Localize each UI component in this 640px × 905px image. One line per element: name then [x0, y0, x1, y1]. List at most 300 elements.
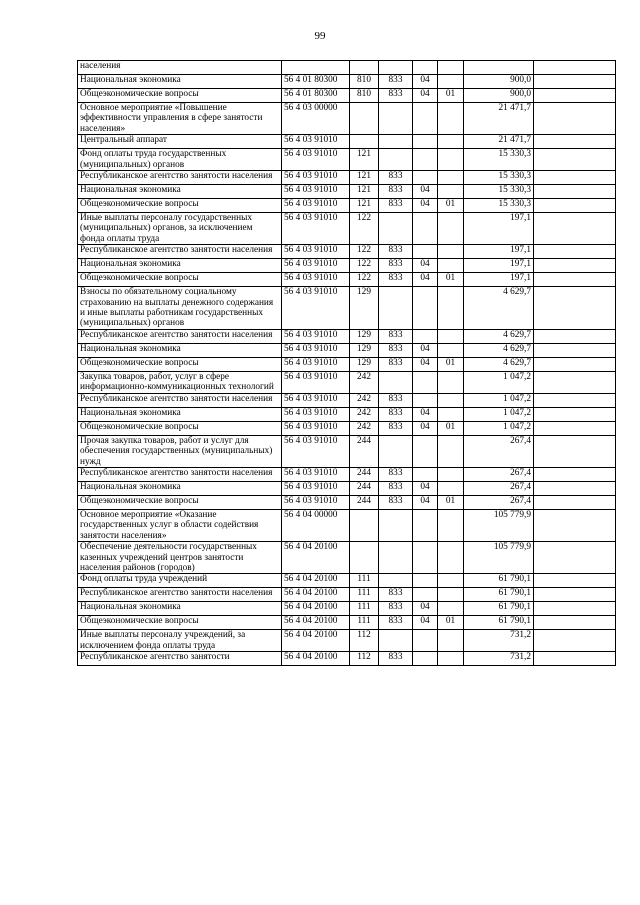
cell-amount: 61 790,1	[464, 574, 534, 588]
cell-expense-type: 129	[350, 287, 379, 330]
cell-empty	[534, 89, 616, 103]
cell-expense-type: 121	[350, 149, 379, 171]
cell-administrator	[379, 509, 413, 541]
cell-name: Национальная экономика	[78, 185, 282, 199]
cell-section	[413, 588, 438, 602]
cell-name: Республиканское агентство занятости населения	[78, 393, 282, 407]
cell-subsection	[438, 329, 464, 343]
cell-section	[413, 135, 438, 149]
cell-empty	[534, 103, 616, 135]
cell-empty	[534, 75, 616, 89]
cell-name: Иные выплаты персоналу государственных (муниципальных) органов, за исключением фонда оплаты труда	[78, 213, 282, 245]
cell-section: 04	[413, 259, 438, 273]
cell-subsection	[438, 75, 464, 89]
cell-administrator	[379, 287, 413, 330]
cell-section	[413, 435, 438, 467]
cell-name: Общеэкономические вопросы	[78, 421, 282, 435]
cell-subsection	[438, 509, 464, 541]
cell-target-article: 56 4 04 20100	[282, 652, 350, 666]
cell-empty	[534, 61, 616, 75]
cell-section: 04	[413, 185, 438, 199]
cell-name: Республиканское агентство занятости населения	[78, 588, 282, 602]
cell-subsection: 01	[438, 357, 464, 371]
cell-amount: 21 471,7	[464, 103, 534, 135]
cell-administrator: 833	[379, 481, 413, 495]
table-row	[78, 357, 616, 371]
cell-amount: 15 330,3	[464, 149, 534, 171]
cell-empty	[534, 213, 616, 245]
cell-administrator	[379, 61, 413, 75]
cell-expense-type: 111	[350, 616, 379, 630]
table-row	[78, 199, 616, 213]
cell-administrator: 833	[379, 329, 413, 343]
cell-section	[413, 652, 438, 666]
cell-administrator: 833	[379, 273, 413, 287]
cell-empty	[534, 542, 616, 574]
cell-expense-type: 121	[350, 199, 379, 213]
cell-administrator: 833	[379, 89, 413, 103]
cell-empty	[534, 149, 616, 171]
cell-name: Взносы по обязательному социальному страхованию на выплаты денежного содержания и иные выплаты работникам государственных (муниципальных) органов	[78, 287, 282, 330]
table-row	[78, 89, 616, 103]
budget-table	[77, 60, 616, 666]
cell-expense-type	[350, 103, 379, 135]
cell-empty	[534, 185, 616, 199]
cell-target-article: 56 4 01 80300	[282, 89, 350, 103]
cell-administrator	[379, 542, 413, 574]
cell-section: 04	[413, 343, 438, 357]
cell-administrator	[379, 371, 413, 393]
cell-section: 04	[413, 273, 438, 287]
cell-name: Республиканское агентство занятости населения	[78, 245, 282, 259]
cell-amount: 197,1	[464, 213, 534, 245]
table-row	[78, 435, 616, 467]
cell-target-article: 56 4 04 20100	[282, 542, 350, 574]
cell-name: Республиканское агентство занятости	[78, 652, 282, 666]
cell-empty	[534, 574, 616, 588]
cell-amount: 4 629,7	[464, 357, 534, 371]
cell-name: Национальная экономика	[78, 602, 282, 616]
cell-amount: 15 330,3	[464, 199, 534, 213]
cell-name: Национальная экономика	[78, 259, 282, 273]
cell-subsection	[438, 103, 464, 135]
cell-name: Национальная экономика	[78, 481, 282, 495]
cell-administrator: 833	[379, 652, 413, 666]
cell-amount: 900,0	[464, 89, 534, 103]
cell-expense-type: 111	[350, 602, 379, 616]
cell-amount: 4 629,7	[464, 343, 534, 357]
cell-administrator: 833	[379, 343, 413, 357]
cell-empty	[534, 273, 616, 287]
cell-amount: 197,1	[464, 245, 534, 259]
cell-name: Общеэкономические вопросы	[78, 89, 282, 103]
cell-expense-type: 129	[350, 329, 379, 343]
cell-target-article: 56 4 03 91010	[282, 407, 350, 421]
table-row	[78, 616, 616, 630]
cell-expense-type: 244	[350, 435, 379, 467]
table-row	[78, 259, 616, 273]
cell-expense-type: 122	[350, 213, 379, 245]
table-row	[78, 185, 616, 199]
cell-amount: 4 629,7	[464, 329, 534, 343]
cell-amount	[464, 61, 534, 75]
cell-administrator: 833	[379, 185, 413, 199]
cell-target-article: 56 4 03 91010	[282, 393, 350, 407]
cell-target-article: 56 4 03 91010	[282, 135, 350, 149]
cell-expense-type: 242	[350, 371, 379, 393]
cell-expense-type: 810	[350, 75, 379, 89]
cell-administrator: 833	[379, 357, 413, 371]
table-row	[78, 467, 616, 481]
cell-empty	[534, 481, 616, 495]
cell-administrator	[379, 135, 413, 149]
cell-administrator	[379, 103, 413, 135]
cell-target-article: 56 4 03 91010	[282, 287, 350, 330]
cell-expense-type: 111	[350, 574, 379, 588]
cell-administrator: 833	[379, 75, 413, 89]
cell-administrator: 833	[379, 245, 413, 259]
cell-target-article: 56 4 03 91010	[282, 329, 350, 343]
table-row	[78, 213, 616, 245]
cell-expense-type: 810	[350, 89, 379, 103]
cell-subsection	[438, 61, 464, 75]
cell-amount: 197,1	[464, 259, 534, 273]
cell-administrator: 833	[379, 407, 413, 421]
cell-subsection: 01	[438, 421, 464, 435]
cell-subsection	[438, 630, 464, 652]
cell-empty	[534, 287, 616, 330]
cell-amount: 197,1	[464, 273, 534, 287]
cell-target-article: 56 4 03 91010	[282, 467, 350, 481]
cell-subsection: 01	[438, 616, 464, 630]
cell-amount: 267,4	[464, 435, 534, 467]
table-row	[78, 574, 616, 588]
cell-empty	[534, 393, 616, 407]
table-row	[78, 588, 616, 602]
cell-administrator: 833	[379, 588, 413, 602]
cell-section: 04	[413, 199, 438, 213]
cell-section: 04	[413, 495, 438, 509]
cell-empty	[534, 435, 616, 467]
cell-section: 04	[413, 407, 438, 421]
table-row	[78, 171, 616, 185]
cell-amount: 900,0	[464, 75, 534, 89]
cell-amount: 15 330,3	[464, 171, 534, 185]
cell-section	[413, 542, 438, 574]
cell-subsection	[438, 652, 464, 666]
page-number: 99	[314, 30, 326, 42]
cell-subsection	[438, 602, 464, 616]
cell-name: Республиканское агентство занятости населения	[78, 171, 282, 185]
cell-empty	[534, 407, 616, 421]
cell-target-article: 56 4 03 91010	[282, 435, 350, 467]
cell-target-article: 56 4 03 91010	[282, 495, 350, 509]
cell-expense-type	[350, 509, 379, 541]
cell-target-article: 56 4 03 91010	[282, 481, 350, 495]
cell-name: Общеэкономические вопросы	[78, 495, 282, 509]
cell-subsection: 01	[438, 273, 464, 287]
table-row	[78, 287, 616, 330]
cell-subsection	[438, 135, 464, 149]
cell-amount: 267,4	[464, 481, 534, 495]
cell-amount: 61 790,1	[464, 616, 534, 630]
cell-amount: 15 330,3	[464, 185, 534, 199]
cell-name: Основное мероприятие «Повышение эффективности управления в сфере занятости населения»	[78, 103, 282, 135]
cell-name: Национальная экономика	[78, 343, 282, 357]
cell-amount: 1 047,2	[464, 371, 534, 393]
cell-expense-type: 121	[350, 185, 379, 199]
cell-expense-type: 244	[350, 481, 379, 495]
cell-name: Общеэкономические вопросы	[78, 273, 282, 287]
cell-amount: 731,2	[464, 652, 534, 666]
cell-empty	[534, 509, 616, 541]
cell-empty	[534, 371, 616, 393]
cell-subsection	[438, 435, 464, 467]
cell-section: 04	[413, 481, 438, 495]
cell-section	[413, 171, 438, 185]
cell-target-article	[282, 61, 350, 75]
cell-subsection	[438, 259, 464, 273]
cell-empty	[534, 329, 616, 343]
cell-amount: 267,4	[464, 467, 534, 481]
table-row	[78, 509, 616, 541]
cell-subsection	[438, 542, 464, 574]
cell-name: Иные выплаты персоналу учреждений, за исключением фонда оплаты труда	[78, 630, 282, 652]
cell-target-article: 56 4 03 91010	[282, 171, 350, 185]
cell-amount: 1 047,2	[464, 421, 534, 435]
cell-administrator	[379, 574, 413, 588]
cell-empty	[534, 588, 616, 602]
cell-empty	[534, 630, 616, 652]
cell-amount: 105 779,9	[464, 542, 534, 574]
cell-empty	[534, 199, 616, 213]
table-row	[78, 61, 616, 75]
cell-expense-type: 242	[350, 421, 379, 435]
cell-target-article: 56 4 04 20100	[282, 588, 350, 602]
cell-amount: 1 047,2	[464, 407, 534, 421]
table-row	[78, 407, 616, 421]
table-row	[78, 75, 616, 89]
cell-expense-type	[350, 542, 379, 574]
cell-section	[413, 467, 438, 481]
cell-section: 04	[413, 89, 438, 103]
cell-subsection	[438, 343, 464, 357]
cell-section: 04	[413, 75, 438, 89]
cell-administrator: 833	[379, 467, 413, 481]
cell-expense-type: 122	[350, 273, 379, 287]
cell-administrator: 833	[379, 199, 413, 213]
table-row	[78, 542, 616, 574]
cell-subsection: 01	[438, 199, 464, 213]
cell-target-article: 56 4 03 91010	[282, 185, 350, 199]
cell-name: Общеэкономические вопросы	[78, 199, 282, 213]
cell-empty	[534, 495, 616, 509]
cell-name: Обеспечение деятельности государственных казенных учреждений центров занятости населения районов (городов)	[78, 542, 282, 574]
cell-section	[413, 149, 438, 171]
cell-section	[413, 61, 438, 75]
cell-subsection	[438, 588, 464, 602]
cell-empty	[534, 616, 616, 630]
cell-target-article: 56 4 04 20100	[282, 602, 350, 616]
cell-section	[413, 213, 438, 245]
cell-target-article: 56 4 04 00000	[282, 509, 350, 541]
cell-subsection	[438, 574, 464, 588]
cell-subsection	[438, 467, 464, 481]
cell-amount: 731,2	[464, 630, 534, 652]
cell-amount: 105 779,9	[464, 509, 534, 541]
cell-expense-type: 244	[350, 467, 379, 481]
cell-administrator: 833	[379, 259, 413, 273]
table-row	[78, 495, 616, 509]
table-body	[78, 61, 616, 666]
cell-administrator	[379, 435, 413, 467]
cell-subsection	[438, 371, 464, 393]
cell-expense-type: 112	[350, 652, 379, 666]
cell-expense-type: 111	[350, 588, 379, 602]
cell-empty	[534, 135, 616, 149]
cell-subsection	[438, 149, 464, 171]
cell-empty	[534, 467, 616, 481]
cell-subsection	[438, 213, 464, 245]
table-row	[78, 135, 616, 149]
cell-section	[413, 393, 438, 407]
cell-empty	[534, 357, 616, 371]
cell-expense-type: 129	[350, 357, 379, 371]
cell-section: 04	[413, 602, 438, 616]
table-row	[78, 630, 616, 652]
cell-name: Республиканское агентство занятости населения	[78, 467, 282, 481]
cell-subsection	[438, 393, 464, 407]
cell-expense-type: 122	[350, 245, 379, 259]
cell-section	[413, 329, 438, 343]
cell-amount: 61 790,1	[464, 602, 534, 616]
table-row	[78, 371, 616, 393]
cell-name: Национальная экономика	[78, 407, 282, 421]
cell-expense-type: 121	[350, 171, 379, 185]
cell-target-article: 56 4 03 91010	[282, 199, 350, 213]
cell-section	[413, 509, 438, 541]
cell-administrator	[379, 149, 413, 171]
cell-target-article: 56 4 01 80300	[282, 75, 350, 89]
cell-name: Основное мероприятие «Оказание государственных услуг в области содействия занятости населения»	[78, 509, 282, 541]
cell-expense-type: 122	[350, 259, 379, 273]
cell-empty	[534, 171, 616, 185]
cell-subsection	[438, 287, 464, 330]
cell-subsection	[438, 481, 464, 495]
cell-target-article: 56 4 03 91010	[282, 343, 350, 357]
cell-name: Республиканское агентство занятости населения	[78, 329, 282, 343]
cell-section	[413, 103, 438, 135]
cell-target-article: 56 4 03 91010	[282, 421, 350, 435]
cell-subsection	[438, 171, 464, 185]
cell-target-article: 56 4 03 91010	[282, 213, 350, 245]
cell-expense-type: 242	[350, 393, 379, 407]
cell-section	[413, 245, 438, 259]
cell-section	[413, 574, 438, 588]
cell-name: Общеэкономические вопросы	[78, 357, 282, 371]
cell-expense-type: 242	[350, 407, 379, 421]
cell-administrator	[379, 630, 413, 652]
table-row	[78, 273, 616, 287]
cell-section: 04	[413, 421, 438, 435]
cell-amount: 4 629,7	[464, 287, 534, 330]
table-row	[78, 149, 616, 171]
cell-name: Центральный аппарат	[78, 135, 282, 149]
cell-empty	[534, 602, 616, 616]
cell-target-article: 56 4 03 91010	[282, 357, 350, 371]
cell-amount: 1 047,2	[464, 393, 534, 407]
table-row	[78, 652, 616, 666]
cell-expense-type	[350, 135, 379, 149]
cell-target-article: 56 4 04 20100	[282, 630, 350, 652]
cell-amount: 21 471,7	[464, 135, 534, 149]
table-row	[78, 343, 616, 357]
table-row	[78, 393, 616, 407]
cell-empty	[534, 343, 616, 357]
cell-target-article: 56 4 03 91010	[282, 149, 350, 171]
cell-name: Фонд оплаты труда государственных (муниципальных) органов	[78, 149, 282, 171]
cell-administrator: 833	[379, 421, 413, 435]
cell-amount: 61 790,1	[464, 588, 534, 602]
cell-section	[413, 287, 438, 330]
cell-empty	[534, 652, 616, 666]
table-row	[78, 245, 616, 259]
cell-subsection	[438, 185, 464, 199]
cell-administrator: 833	[379, 616, 413, 630]
cell-target-article: 56 4 03 91010	[282, 259, 350, 273]
cell-name: населения	[78, 61, 282, 75]
cell-name: Закупка товаров, работ, услуг в сфере информационно-коммуникационных технологий	[78, 371, 282, 393]
cell-expense-type: 244	[350, 495, 379, 509]
cell-amount: 267,4	[464, 495, 534, 509]
cell-subsection: 01	[438, 89, 464, 103]
cell-section	[413, 630, 438, 652]
cell-expense-type: 129	[350, 343, 379, 357]
cell-empty	[534, 245, 616, 259]
table-row	[78, 329, 616, 343]
cell-administrator: 833	[379, 393, 413, 407]
cell-name: Общеэкономические вопросы	[78, 616, 282, 630]
cell-expense-type: 112	[350, 630, 379, 652]
cell-administrator	[379, 213, 413, 245]
table-row	[78, 103, 616, 135]
cell-target-article: 56 4 03 00000	[282, 103, 350, 135]
cell-administrator: 833	[379, 171, 413, 185]
cell-section	[413, 371, 438, 393]
cell-expense-type	[350, 61, 379, 75]
cell-target-article: 56 4 03 91010	[282, 245, 350, 259]
cell-target-article: 56 4 03 91010	[282, 371, 350, 393]
cell-name: Прочая закупка товаров, работ и услуг для обеспечения государственных (муниципальных) нужд	[78, 435, 282, 467]
cell-empty	[534, 421, 616, 435]
table-row	[78, 421, 616, 435]
cell-target-article: 56 4 04 20100	[282, 616, 350, 630]
cell-subsection	[438, 407, 464, 421]
cell-name: Фонд оплаты труда учреждений	[78, 574, 282, 588]
cell-target-article: 56 4 03 91010	[282, 273, 350, 287]
cell-subsection: 01	[438, 495, 464, 509]
cell-administrator: 833	[379, 495, 413, 509]
cell-section: 04	[413, 616, 438, 630]
table-row	[78, 481, 616, 495]
cell-empty	[534, 259, 616, 273]
cell-section: 04	[413, 357, 438, 371]
table-row	[78, 602, 616, 616]
cell-name: Национальная экономика	[78, 75, 282, 89]
cell-target-article: 56 4 04 20100	[282, 574, 350, 588]
cell-subsection	[438, 245, 464, 259]
cell-administrator: 833	[379, 602, 413, 616]
